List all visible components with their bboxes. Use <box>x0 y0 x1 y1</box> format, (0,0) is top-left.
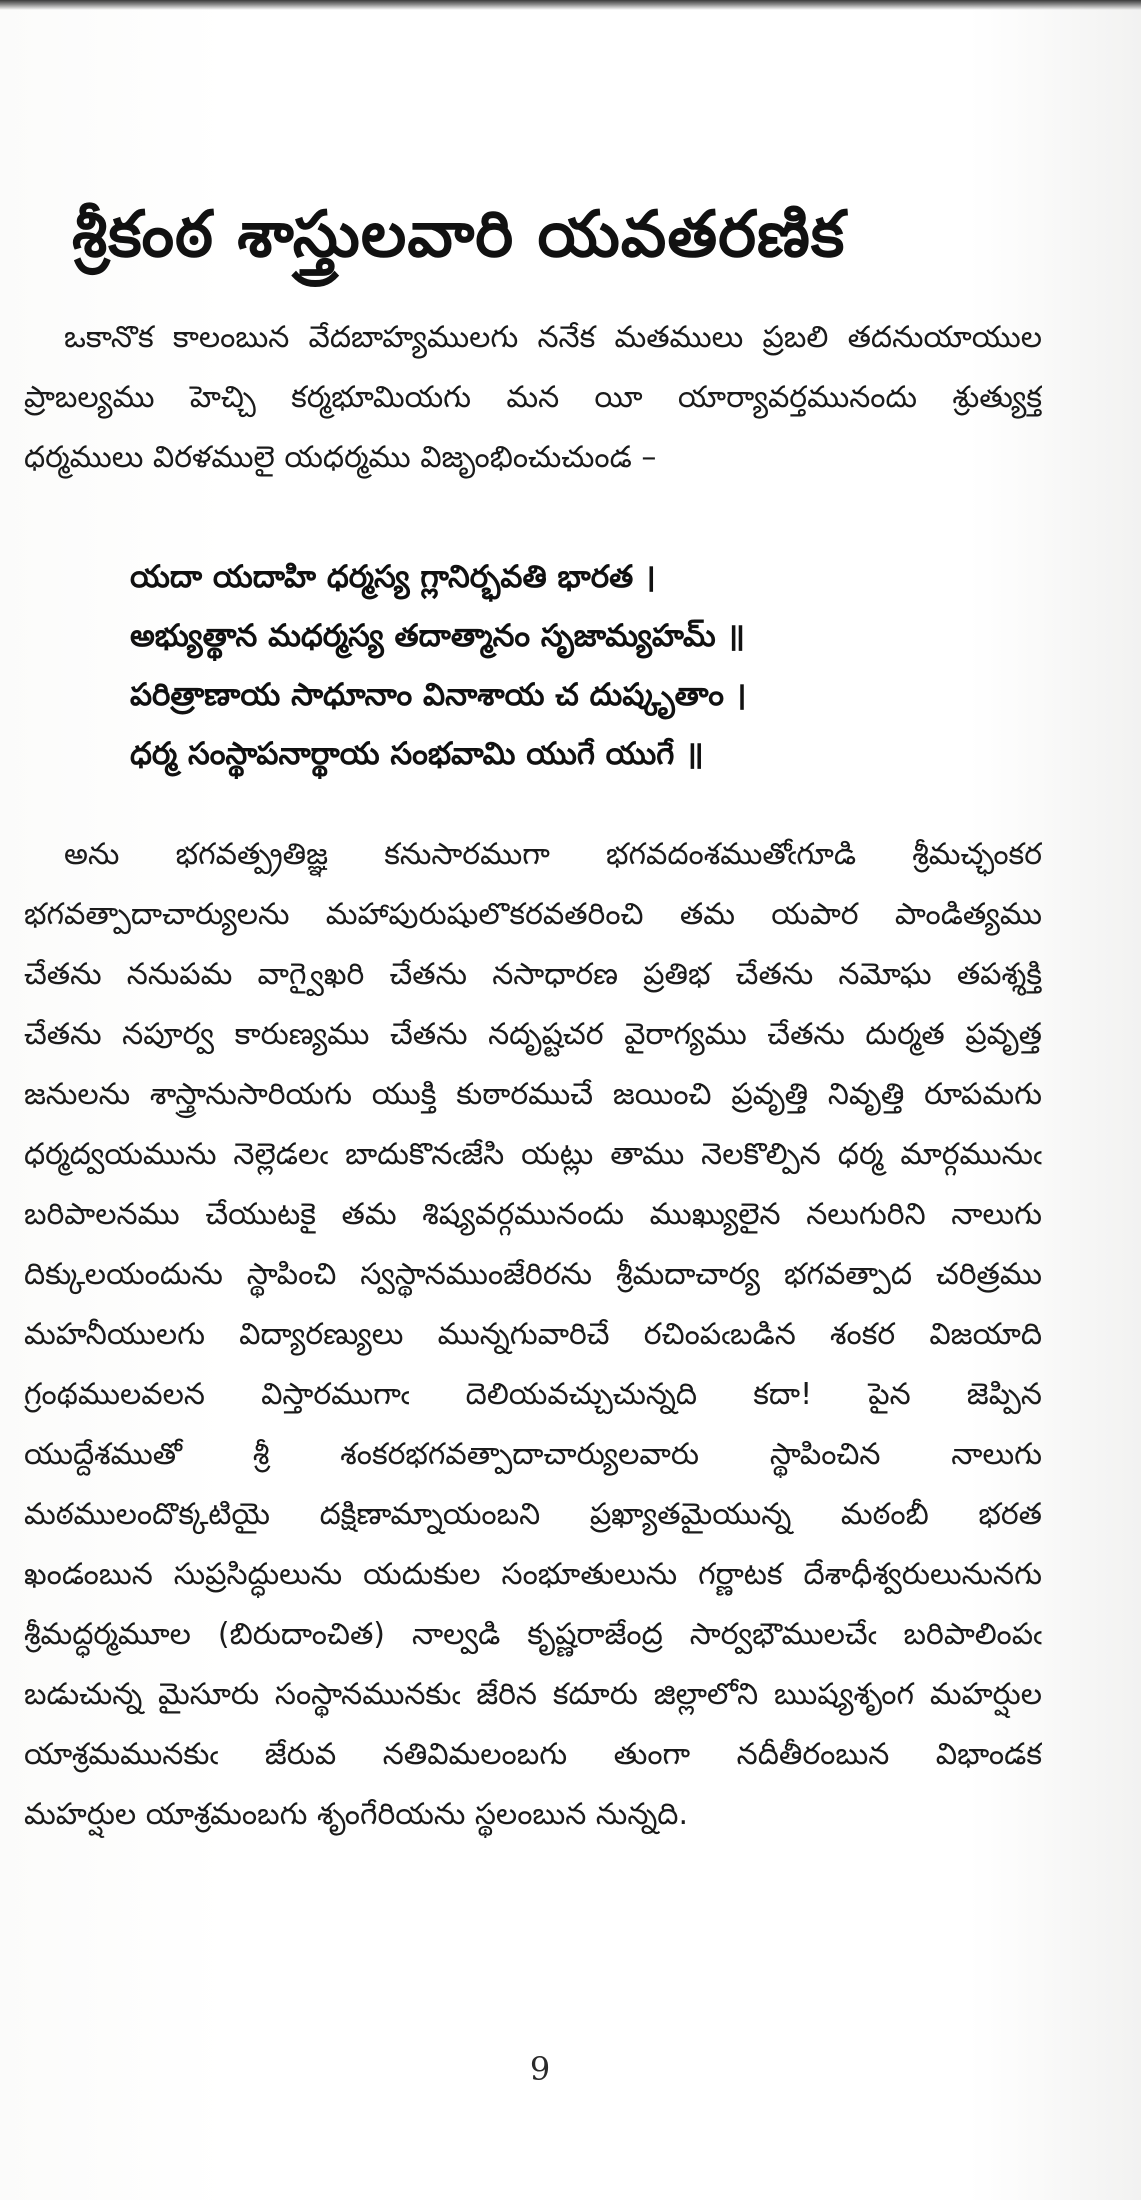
paragraph-line: మహర్షుల యాశ్రమంబగు శృంగేరియను స్థలంబున నున్నది. <box>24 1797 689 1832</box>
paragraph-line: జనులను శాస్త్రానుసారియగు యుక్తి కుఠారముచే జయించి ప్రవృత్తి నివృత్తి రూపమగు <box>24 1077 1042 1112</box>
verse-line: పరిత్రాణాయ సాధూనాం వినాశాయ చ దుష్కృతాం । <box>130 677 747 713</box>
intro-paragraph <box>24 308 1042 488</box>
paragraph-line: ధర్మములు విరళములై యధర్మము విజృంభించుచుండ – <box>24 440 657 475</box>
paragraph-line: మహనీయులగు విద్యారణ్యులు మున్నగువారిచే రచింపఁబడిన శంకర విజయాది <box>24 1317 1042 1352</box>
verse-line: ధర్మ సంస్థాపనార్థాయ సంభవామి యుగే యుగే ॥ <box>130 736 704 772</box>
paragraph-line: యాశ్రమమునకుఁ జేరువ నతివిమలంబగు తుంగా నదీతీరంబున విభాండక <box>24 1737 1042 1772</box>
paragraph-line: దిక్కులయందును స్థాపించి స్వస్థానముంజేరిరను శ్రీమదాచార్య భగవత్పాద చరిత్రము <box>24 1257 1042 1292</box>
verse-line: అభ్యుత్థాన మధర్మస్య తదాత్మానం సృజామ్యహమ్ ॥ <box>130 618 745 654</box>
sloka-verse <box>130 548 1030 784</box>
paragraph-line: భగవత్పాదాచార్యులను మహాపురుషులొకరవతరించి తమ యపార పాండిత్యము <box>24 897 1042 932</box>
paragraph-line: చేతను ననుపమ వాగ్వైఖరి చేతను నసాధారణ ప్రతిభ చేతను నమోఘ తపశ్శక్తి <box>24 957 1042 992</box>
page-number: 9 <box>529 2050 551 2088</box>
paragraph-line: బడుచున్న మైసూరు సంస్థానమునకుఁ జేరిన కదూరు జిల్లాలోని ఋష్యశృంగ మహర్షుల <box>24 1677 1042 1712</box>
paragraph-line: యుద్దేశముతో శ్రీ శంకరభగవత్పాదాచార్యులవారు స్థాపించిన నాలుగు <box>24 1437 1042 1472</box>
paragraph-line: మఠములందొక్కటియై దక్షిణామ్నాయంబని ప్రఖ్యాతమైయున్న మఠంబీ భరత <box>24 1497 1042 1532</box>
paragraph-line: చేతను నపూర్వ కారుణ్యము చేతను నదృష్టచర వైరాగ్యము చేతను దుర్మత ప్రవృత్త <box>24 1017 1042 1052</box>
paragraph-line: గ్రంథములవలన విస్తారముగాఁ దెలియవచ్చుచున్నది కదా! పైన జెప్పిన <box>24 1377 1042 1412</box>
paragraph-line: ధర్మద్వయమును నెల్లెడలఁ బాదుకొనఁజేసి యట్లు తాము నెలకొల్పిన ధర్మ మార్గమునుఁ <box>24 1137 1042 1172</box>
paragraph-line: ప్రాబల్యము హెచ్చి కర్మభూమియగు మన యీ యార్యావర్తమునందు శ్రుత్యుక్త <box>24 380 1042 415</box>
paragraph-line: అను భగవత్ప్రతిజ్ఞ కనుసారముగా భగవదంశముతోఁగూడి శ్రీమచ్ఛంకర <box>64 837 1042 872</box>
paragraph-line: ఖండంబున సుప్రసిద్ధులును యదుకుల సంభూతులును గర్ణాటక దేశాధీశ్వరులునునగు <box>24 1557 1042 1592</box>
paragraph-line: బరిపాలనము చేయుటకై తమ శిష్యవర్గమునందు ముఖ్యులైన నలుగురిని నాలుగు <box>24 1197 1042 1232</box>
paragraph-line: శ్రీమద్ధర్మమూల (బిరుదాంచిత) నాల్వడి కృష్ణరాజేంద్ర సార్వభౌములచేఁ బరిపాలింపఁ <box>24 1617 1042 1652</box>
page-top-edge <box>0 0 1141 10</box>
chapter-title: శ్రీకంఠ శాస్త్రులవారి యవతరణిక <box>72 198 846 272</box>
main-paragraph <box>24 825 1042 1845</box>
paragraph-line: ఒకానొక కాలంబున వేదబాహ్యములగు ననేక మతములు ప్రబలి తదనుయాయుల <box>64 320 1042 355</box>
verse-line: యదా యదాహి ధర్మస్య గ్లానిర్భవతి భారత । <box>130 559 656 595</box>
